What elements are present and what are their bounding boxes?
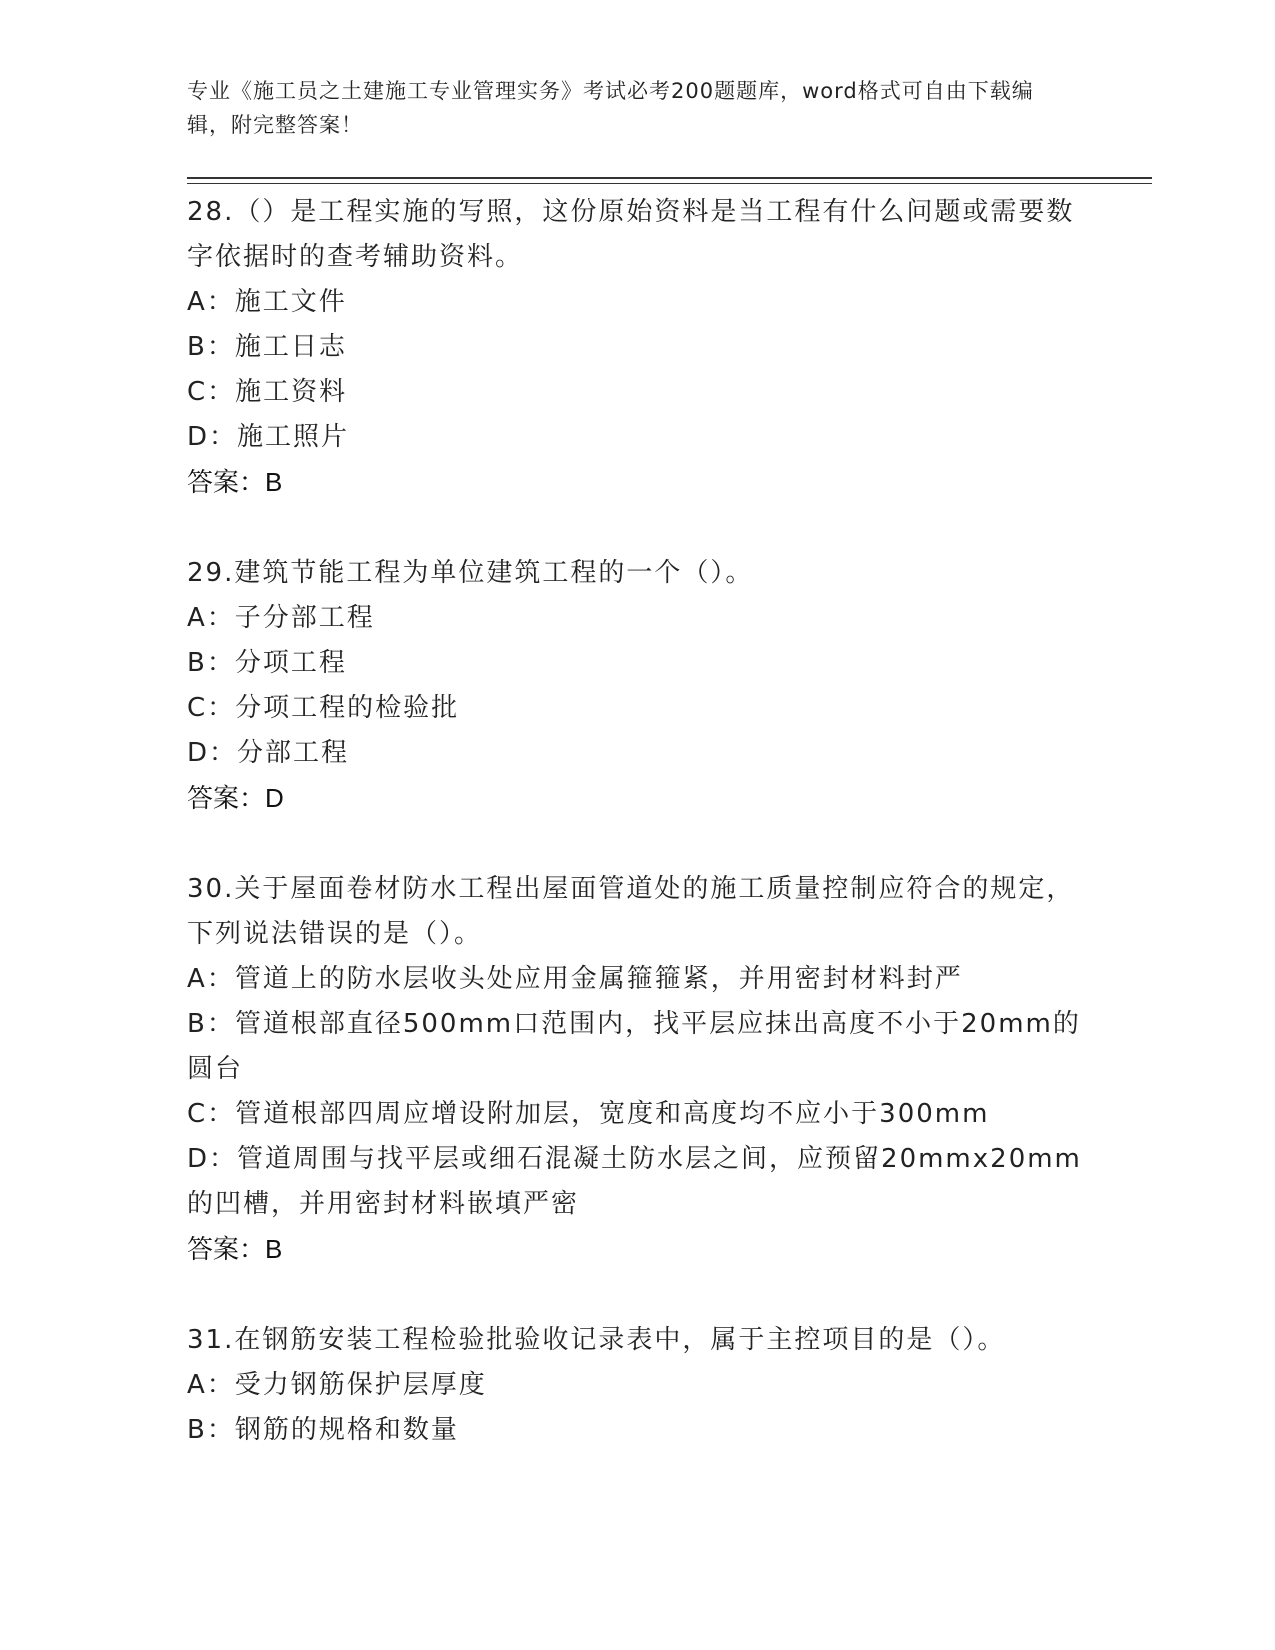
option-d: D：施工照片 [187,422,350,452]
question-stem: 30.关于屋面卷材防水工程出屋面管道处的施工质量控制应符合的规定，下列说法错误的是（）。 [187,874,1075,949]
question-stem: 29.建筑节能工程为单位建筑工程的一个（）。 [187,558,754,588]
question-30 [187,867,1087,1272]
option-b: B：钢筋的规格和数量 [187,1415,459,1445]
question-29 [187,551,1087,821]
option-b: B：管道根部直径500mm口范围内，找平层应抹出高度不小于20mm的圆台 [187,1009,1081,1084]
option-a: A：管道上的防水层收头处应用金属箍箍紧，并用密封材料封严 [187,964,963,994]
option-c: C：管道根部四周应增设附加层，宽度和高度均不应小于300mm [187,1099,990,1129]
option-d: D：管道周围与找平层或细石混凝土防水层之间，应预留20mmx20mm的凹槽，并用密封材料嵌填严密 [187,1144,1082,1219]
header-divider-thin [187,183,1152,184]
document-header: 专业《施工员之土建施工专业管理实务》考试必考200题题库，word格式可自由下载编辑，附完整答案！ [187,79,1034,137]
answer: 答案：D [187,783,284,813]
question-31 [187,1318,1087,1453]
option-a: A：施工文件 [187,287,347,317]
question-list [187,190,1087,1499]
header-divider-thick [187,177,1152,179]
option-d: D：分部工程 [187,738,350,768]
option-a: A：受力钢筋保护层厚度 [187,1370,487,1400]
question-stem: 31.在钢筋安装工程检验批验收记录表中，属于主控项目的是（）。 [187,1325,1006,1355]
answer: 答案：B [187,467,283,497]
question-28 [187,190,1087,505]
option-b: B：施工日志 [187,332,347,362]
option-a: A：子分部工程 [187,603,375,633]
option-c: C：施工资料 [187,377,348,407]
option-b: B：分项工程 [187,648,347,678]
option-c: C：分项工程的检验批 [187,693,460,723]
answer: 答案：B [187,1234,283,1264]
question-stem: 28.（）是工程实施的写照，这份原始资料是当工程有什么问题或需要数字依据时的查考辅助资料。 [187,197,1075,272]
